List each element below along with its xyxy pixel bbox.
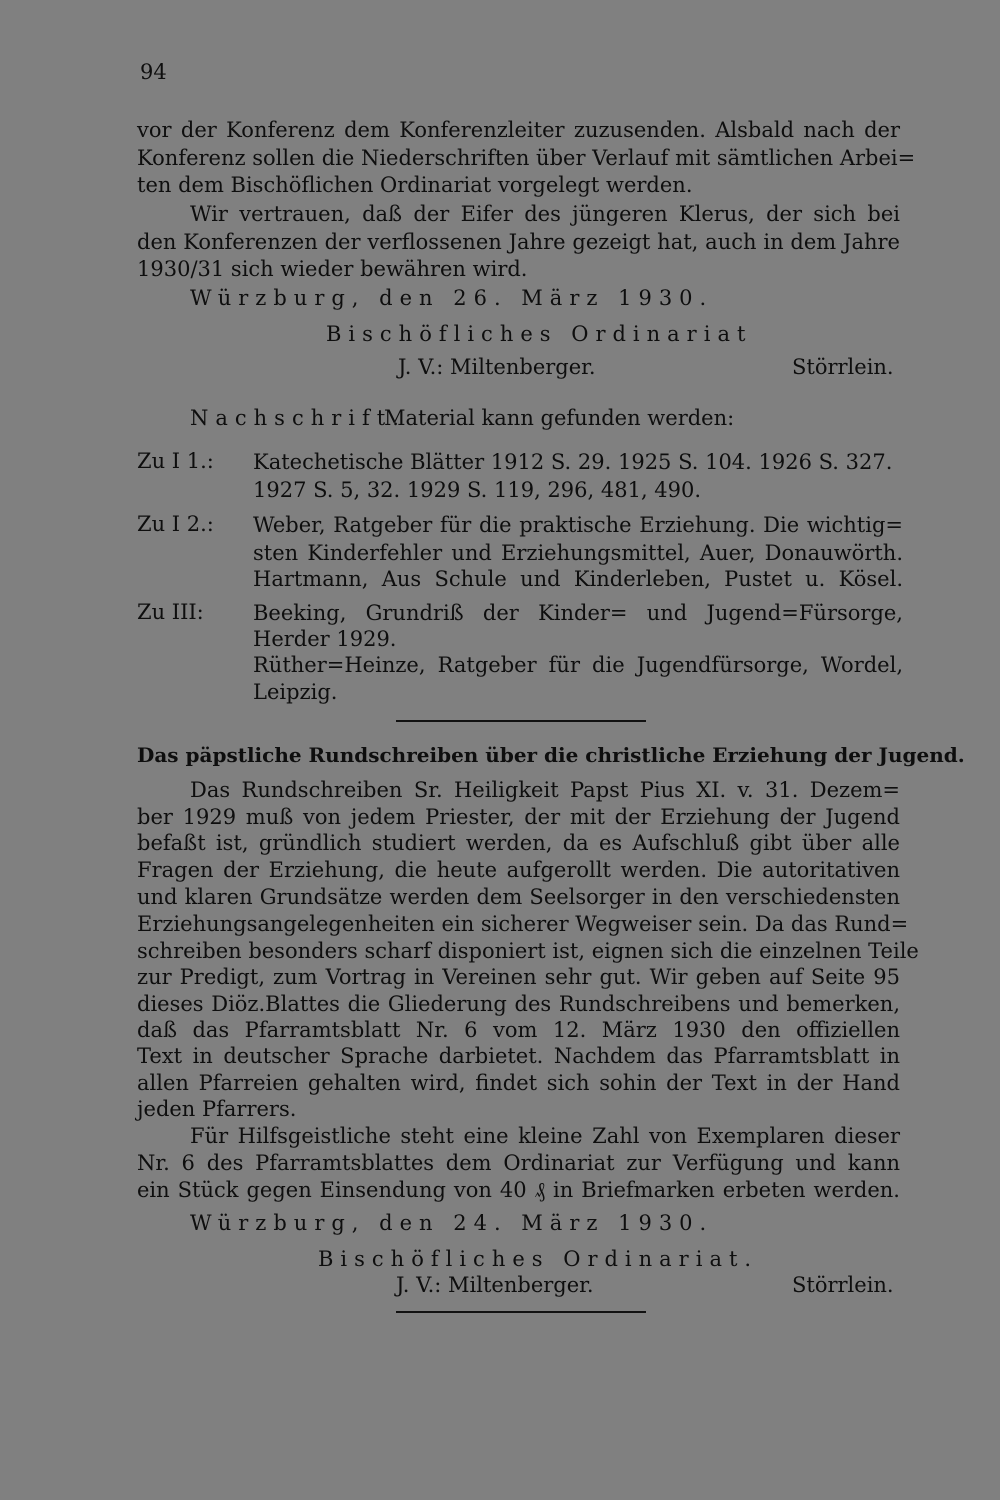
signature-name: Störrlein. — [792, 355, 894, 379]
reference-line: Rüther=Heinze, Ratgeber für die Jugendfürsorge, Wordel, — [253, 653, 903, 677]
signature-office: Bischöfliches Ordinariat. — [318, 1247, 759, 1271]
text-line: Nr. 6 des Pfarramtsblattes dem Ordinariat zur Verfügung und kann — [137, 1151, 900, 1175]
reference-line: Leipzig. — [253, 680, 338, 704]
dateline: Würzburg, den 26. März 1930. — [190, 286, 714, 310]
text-line: zur Predigt, zum Vortrag in Vereinen sehr gut. Wir geben auf Seite 95 — [137, 965, 900, 989]
reference-line: Hartmann, Aus Schule und Kinderleben, Pustet u. Kösel. — [253, 567, 903, 591]
text-line: Konferenz sollen die Niederschriften über Verlauf mit sämtlichen Arbei= — [137, 146, 916, 170]
text-line: Wir vertrauen, daß der Eifer des jüngeren Klerus, der sich bei — [190, 202, 900, 226]
text-line: und klaren Grundsätze werden dem Seelsorger in den verschiedensten — [137, 885, 900, 909]
reference-line: Beeking, Grundriß der Kinder= und Jugend=Fürsorge, — [253, 601, 903, 625]
text-line: allen Pfarreien gehalten wird, findet sich sohin der Text in der Hand — [137, 1071, 900, 1095]
text-line: daß das Pfarramtsblatt Nr. 6 vom 12. März 1930 den offiziellen — [137, 1018, 900, 1042]
text-line: jeden Pfarrers. — [137, 1097, 297, 1121]
text-line: vor der Konferenz dem Konferenzleiter zuzusenden. Alsbald nach der — [137, 118, 900, 142]
text-line: Für Hilfsgeistliche steht eine kleine Zahl von Exemplaren dieser — [190, 1124, 900, 1148]
reference-label: Zu I 1.: — [137, 449, 214, 473]
text-line: dieses Diöz.Blattes die Gliederung des Rundschreibens und bemerken, — [137, 992, 900, 1016]
text-line: Text in deutscher Sprache darbietet. Nachdem das Pfarramtsblatt in — [137, 1044, 900, 1068]
text-line: Fragen der Erziehung, die heute aufgerollt werden. Die autoritativen — [137, 858, 900, 882]
separator-rule — [396, 720, 646, 722]
reference-line: Katechetische Blätter 1912 S. 29. 1925 S. 104. 1926 S. 327. — [253, 450, 893, 474]
text-line: den Konferenzen der verflossenen Jahre gezeigt hat, auch in dem Jahre — [137, 230, 900, 254]
page-number: 94 — [140, 60, 167, 84]
signature-vicar: J. V.: Miltenberger. — [398, 355, 596, 379]
text-line: befaßt ist, gründlich studiert werden, da es Aufschluß gibt über alle — [137, 831, 900, 855]
signature-office: Bischöfliches Ordinariat — [326, 322, 753, 346]
text-line: 1930/31 sich wieder bewähren wird. — [137, 257, 528, 281]
postscript-label: Nachschrift. — [190, 406, 406, 430]
separator-rule — [396, 1311, 646, 1313]
reference-line: sten Kinderfehler und Erziehungsmittel, Auer, Donauwörth. — [253, 541, 903, 565]
text-line: Das Rundschreiben Sr. Heiligkeit Papst Pius XI. v. 31. Dezem= — [190, 778, 900, 802]
text-line: ten dem Bischöflichen Ordinariat vorgelegt werden. — [137, 173, 693, 197]
dateline: Würzburg, den 24. März 1930. — [190, 1211, 714, 1235]
signature-vicar: J. V.: Miltenberger. — [396, 1273, 594, 1297]
reference-line: Herder 1929. — [253, 627, 397, 651]
postscript-text: Material kann gefunden werden: — [384, 406, 735, 430]
text-line: ein Stück gegen Einsendung von 40 ₰ in Briefmarken erbeten werden. — [137, 1178, 900, 1202]
text-line: schreiben besonders scharf disponiert ist, eignen sich die einzelnen Teile — [137, 939, 919, 963]
text-line: Erziehungsangelegenheiten ein sicherer Wegweiser sein. Da das Rund= — [137, 912, 909, 936]
reference-line: Weber, Ratgeber für die praktische Erziehung. Die wichtig= — [253, 513, 903, 537]
reference-label: Zu III: — [137, 600, 204, 624]
signature-name: Störrlein. — [792, 1273, 894, 1297]
reference-label: Zu I 2.: — [137, 512, 214, 536]
reference-line: 1927 S. 5, 32. 1929 S. 119, 296, 481, 490. — [253, 478, 702, 502]
text-line: ber 1929 muß von jedem Priester, der mit der Erziehung der Jugend — [137, 805, 900, 829]
article-title: Das päpstliche Rundschreiben über die christliche Erziehung der Jugend. — [137, 743, 965, 767]
